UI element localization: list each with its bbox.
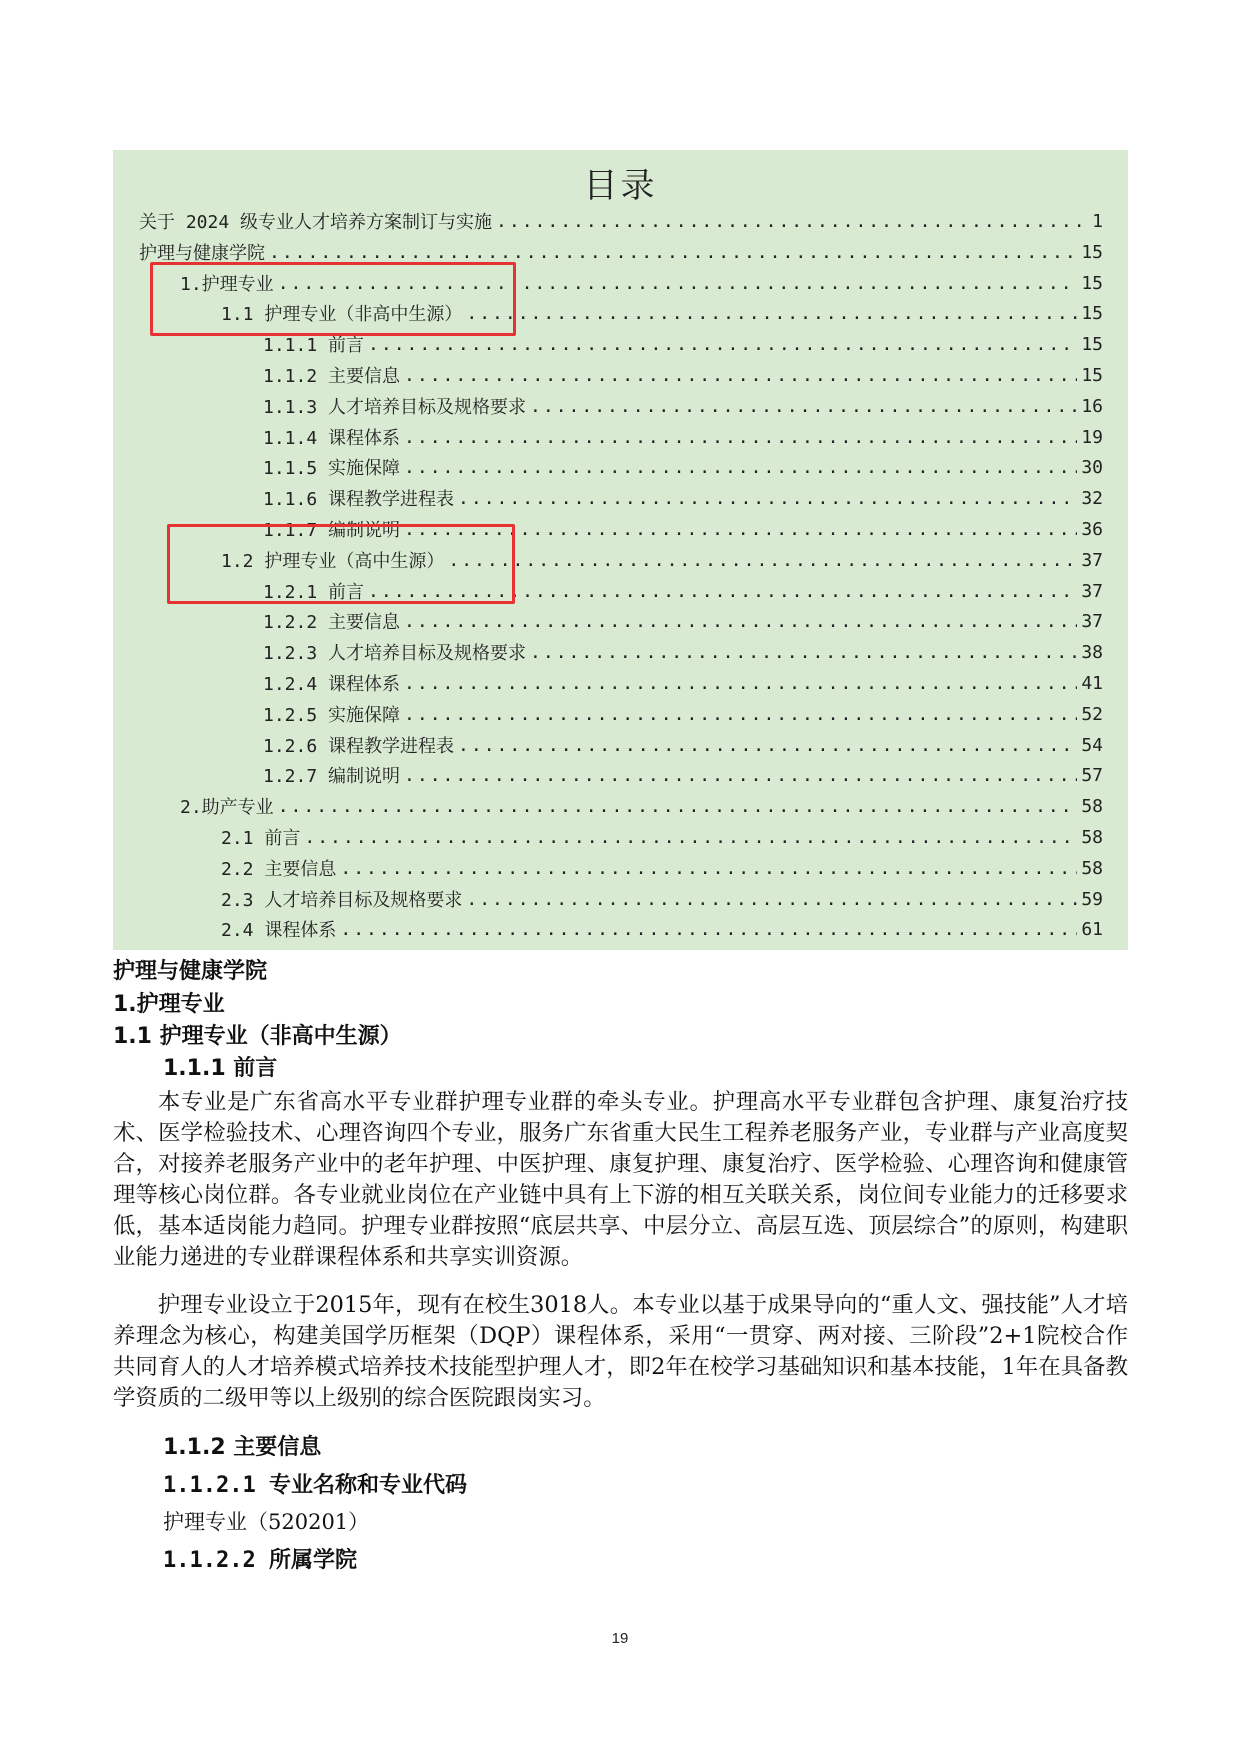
- toc-leader-dots: [404, 611, 1077, 632]
- toc-entry[interactable]: [263, 700, 1103, 728]
- toc-entry-label: 护理与健康学院: [139, 243, 265, 264]
- toc-entry-label: 1.2.1 前言: [263, 582, 365, 603]
- toc-leader-dots: [269, 242, 1077, 263]
- toc-entry-page: 52: [1081, 703, 1103, 725]
- toc-entry[interactable]: [263, 361, 1103, 389]
- toc-entry-label: 1.1.2 主要信息: [263, 366, 401, 387]
- paragraph-history: 护理专业设立于2015年，现有在校生3018人。本专业以基于成果导向的“重人文、强技能”人才培养理念为核心，构建美国学历框架（DQP）课程体系，采用“一贯穿、两对接、三阶段”2+1院校合作共同育人的人才培养模式培养技术技能型护理人才，即2年在校学习基础知识和基本技能，1年在具备教学资质的二级甲等以上级别的综合医院跟岗实习。: [113, 1292, 1128, 1411]
- toc-entry-page: 57: [1081, 764, 1103, 786]
- heading-college: 护理与健康学院: [113, 959, 268, 984]
- toc-entry[interactable]: [221, 854, 1103, 882]
- toc-entry-label: 1.1.7 编制说明: [263, 520, 401, 541]
- toc-entry[interactable]: [263, 484, 1103, 512]
- toc-entry-page: 61: [1081, 918, 1103, 940]
- toc-leader-dots: [404, 704, 1077, 725]
- toc-entry-label: 关于 2024 级专业人才培养方案制订与实施: [139, 212, 493, 233]
- toc-leader-dots: [466, 303, 1077, 324]
- toc-entry[interactable]: [263, 761, 1103, 789]
- toc-entry-label: 1.1.3 人才培养目标及规格要求: [263, 397, 527, 418]
- toc-leader-dots: [458, 488, 1077, 509]
- page-number: 19: [611, 1630, 629, 1647]
- toc-leader-dots: [404, 457, 1077, 478]
- toc-entry-label: 1.2.7 编制说明: [263, 766, 401, 787]
- paragraph-intro: 本专业是广东省高水平专业群护理专业群的牵头专业。护理高水平专业群包含护理、康复治疗技术、医学检验技术、心理咨询四个专业，服务广东省重大民生工程养老服务产业，专业群与产业高度契合，对接养老服务产业中的老年护理、中医护理、康复护理、康复治疗、医学检验、心理咨询和健康管理等核心岗位群。各专业就业岗位在产业链中具有上下游的相互关联关系，岗位间专业能力的迁移要求低，基本适岗能力趋同。护理专业群按照“底层共享、中层分立、高层互选、顶层综合”的原则，构建职业能力递进的专业群课程体系和共享实训资源。: [113, 1089, 1128, 1270]
- toc-entry-page: 41: [1081, 672, 1103, 694]
- toc-entry-label: 1.护理专业: [180, 274, 274, 295]
- toc-entry-label: 1.2 护理专业（高中生源）: [221, 551, 445, 572]
- heading-preface: 1.1.1 前言: [163, 1056, 278, 1081]
- toc-entry-page: 36: [1081, 518, 1103, 540]
- toc-entry-page: 15: [1081, 272, 1103, 294]
- toc-title: 目录: [583, 166, 658, 206]
- toc-leader-dots: [304, 827, 1077, 848]
- toc-entry-label: 2.2 主要信息: [221, 859, 337, 880]
- toc-entry-label: 2.助产专业: [180, 797, 274, 818]
- toc-leader-dots: [404, 427, 1077, 448]
- toc-entry-page: 58: [1081, 795, 1103, 817]
- toc-entry[interactable]: [221, 823, 1103, 851]
- heading-section: 1.1 护理专业（非高中生源）: [113, 1024, 402, 1049]
- highlight-box-nonhighschool: [150, 262, 516, 336]
- toc-entry-page: 15: [1081, 364, 1103, 386]
- heading-affiliated-college: 1.1.2.2 所属学院: [163, 1548, 357, 1573]
- toc-entry-label: 1.2.2 主要信息: [263, 612, 401, 633]
- toc-entry-page: 30: [1081, 456, 1103, 478]
- toc-entry-page: 37: [1081, 549, 1103, 571]
- toc-leader-dots: [466, 889, 1077, 910]
- toc-entry-page: 1: [1092, 210, 1103, 232]
- toc-entry[interactable]: [180, 792, 1103, 820]
- toc-leader-dots: [404, 673, 1077, 694]
- highlight-box-highschool: [167, 524, 515, 604]
- toc-leader-dots: [340, 858, 1077, 879]
- toc-leader-dots: [448, 550, 1077, 571]
- toc-entry-page: 19: [1081, 426, 1103, 448]
- toc-entry-label: 1.2.4 课程体系: [263, 674, 401, 695]
- toc-leader-dots: [404, 765, 1077, 786]
- toc-leader-dots: [530, 396, 1077, 417]
- toc-entry[interactable]: [263, 392, 1103, 420]
- toc-entry-label: 1.1.6 课程教学进程表: [263, 489, 455, 510]
- toc-entry-page: 58: [1081, 826, 1103, 848]
- heading-major: 1.护理专业: [113, 992, 225, 1017]
- heading-name-code: 1.1.2.1 专业名称和专业代码: [163, 1473, 467, 1498]
- toc-entry[interactable]: [263, 731, 1103, 759]
- toc-entry-label: 1.1.4 课程体系: [263, 428, 401, 449]
- toc-entry-page: 37: [1081, 610, 1103, 632]
- major-name-code-value: 护理专业（520201）: [163, 1510, 370, 1534]
- toc-entry-label: 2.1 前言: [221, 828, 301, 849]
- toc-entry[interactable]: [139, 207, 1103, 235]
- toc-entry[interactable]: [263, 423, 1103, 451]
- toc-entry-page: 15: [1081, 333, 1103, 355]
- toc-entry-page: 54: [1081, 734, 1103, 756]
- toc-entry-page: 59: [1081, 888, 1103, 910]
- heading-main-info: 1.1.2 主要信息: [163, 1435, 322, 1460]
- toc-leader-dots: [458, 735, 1077, 756]
- toc-leader-dots: [340, 919, 1077, 940]
- toc-entry-label: 1.1 护理专业（非高中生源）: [221, 304, 463, 325]
- toc-entry-label: 2.3 人才培养目标及规格要求: [221, 890, 463, 911]
- toc-entry-label: 1.1.1 前言: [263, 335, 365, 356]
- toc-leader-dots: [530, 642, 1077, 663]
- toc-entry-label: 1.2.5 实施保障: [263, 705, 401, 726]
- toc-leader-dots: [496, 211, 1088, 232]
- toc-leader-dots: [278, 796, 1078, 817]
- toc-entry[interactable]: [263, 669, 1103, 697]
- toc-entry[interactable]: [263, 607, 1103, 635]
- toc-entry-page: 16: [1081, 395, 1103, 417]
- toc-entry-label: 1.2.6 课程教学进程表: [263, 736, 455, 757]
- toc-entry-page: 15: [1081, 241, 1103, 263]
- toc-entry-label: 1.2.3 人才培养目标及规格要求: [263, 643, 527, 664]
- toc-entry[interactable]: [221, 885, 1103, 913]
- toc-entry[interactable]: [221, 915, 1103, 943]
- toc-entry-page: 15: [1081, 302, 1103, 324]
- toc-leader-dots: [368, 334, 1077, 355]
- toc-entry-page: 32: [1081, 487, 1103, 509]
- toc-entry[interactable]: [263, 638, 1103, 666]
- toc-entry-page: 38: [1081, 641, 1103, 663]
- toc-entry-page: 37: [1081, 580, 1103, 602]
- toc-leader-dots: [404, 365, 1077, 386]
- toc-entry-label: 2.4 课程体系: [221, 920, 337, 941]
- toc-entry-label: 1.1.5 实施保障: [263, 458, 401, 479]
- toc-entry[interactable]: [263, 453, 1103, 481]
- toc-entry-page: 58: [1081, 857, 1103, 879]
